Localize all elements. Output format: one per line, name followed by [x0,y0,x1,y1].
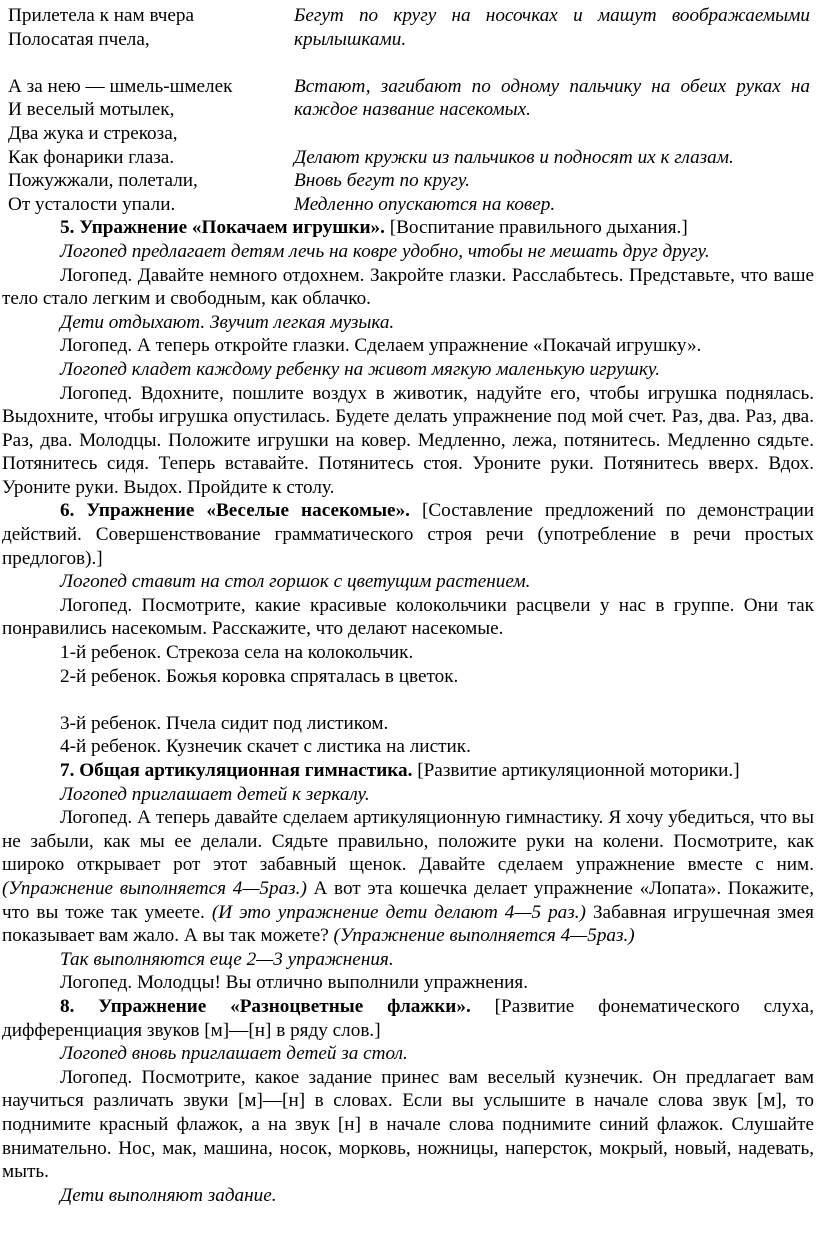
poem-table [2,4,814,51]
poem-table [2,75,814,146]
poem-action: Встают, загибают по одному пальчику на обеих руках на каждое название насекомых. [294,75,810,121]
paragraph: Дети выполняют задание. [60,1184,277,1206]
paragraph: Логопед вновь приглашает детей за стол. [60,1043,408,1065]
paragraph: Логопед. А теперь давайте сделаем артикуляционную гимнастику. Я хочу убедиться, что вы не забыли, как мы ее делали. Сядьте правильно, положите руки на колени. Посмотрите, как широко открывает рот этот забавный щенок. Давайте сделаем упражнение вместе с ним. (Упражнение выполняется 4—5раз.) А вот эта кошечка делает упражнение «Лопата». Покажите, что вы тоже так умеете. (И это упражнение дети делают 4—5 раз.) Забавная игрушечная змея показывает вам жало. А вы так можете? (Упражнение выполняется 4—5раз.) [2,807,814,947]
paragraph: Логопед ставит на стол горшок с цветущим растением. [60,571,531,593]
exercise-8-heading: 8. Упражнение «Разноцветные флажки». [Развитие фонематического слуха, дифференциация звуков [м]—[н] в ряду слов.] [2,995,814,1041]
document-page: Прилетела к нам вчера Полосатая пчела, Бегут по кругу на носочках и машут воображаемыми крылышками. А за нею — шмель-шмелек И веселый мотылек, Два жука и стрекоза, Встают, загибают по одному пальчику на обеих руках на каждое название насекомых. Как фонарики глаза. Делают кружки из пальчиков и подносят их к глазам. Пожужжали, полетали, Вновь бегут по кругу. От усталости упали. Медленно опускаются на ковер. 5. Упражнение «Покачаем игрушки». [Воспитание правильного дыхания.] Логопед предлагает детям лечь на ковре удобно, чтобы не мешать друг другу. Логопед. Давайте немного отдохнем. Закройте глазки. Расслабьтесь. Представьте, что ваше тело стало легким и свободным, как облачко. Дети отдыхают. Звучит легкая музыка. Логопед. А теперь откройте глазки. Сделаем упражнение «Покачай игрушку». Логопед кладет каждому ребенку на живот мягкую маленькую игрушку. Логопед. Вдохните, пошлите воздух в животик, надуйте его, чтобы игрушка поднялась. Выдохните, чтобы игрушка опустилась. Будете делать упражнение под мой счет. Раз, два. Раз, два. Раз, два. Молодцы. Положите игрушки на ковер. Медленно, лежа, потянитесь. Медленно сядьте. Потянитесь сидя. Теперь вставайте. Потянитесь стоя. Уроните руки. Потянитесь вверх. Вдох. Уроните руки. Выдох. Пройдите к столу. 6. Упражнение «Веселые насекомые». [Составление предложений по демонстрации действий. Совершенствование грамматического строя речи (употребление в речи простых предлогов).] Логопед ставит на стол горшок с цветущим растением. Логопед. Посмотрите, какие красивые колокольчики расцвели у нас в группе. Они так понравились насекомым. Расскажите, что делают насекомые. 1-й ребенок. Стрекоза села на колокольчик. 2-й ребенок. Божья коровка спряталась в цветок. 3-й ребенок. Пчела сидит под листиком. 4-й ребенок. Кузнечик скачет с листика на листик. 7. Общая артикуляционная гимнастика. [Развитие артикуляционной моторики.] Логопед приглашает детей к зеркалу. Логопед. А теперь давайте сделаем артикуляционную гимнастику. Я хочу убедиться, что вы не забыли, как мы ее делали. Сядьте правильно, положите руки на колени. Посмотрите, как широко открывает рот этот забавный щенок. Давайте сделаем упражнение вместе с ним. (Упражнение выполняется 4—5раз.) А вот эта кошечка делает упражнение «Лопата». Покажите, что вы тоже так умеете. (И это упражнение дети делают 4—5 раз.) Забавная игрушечная змея показывает вам жало. А вы так можете? (Упражнение выполняется 4—5раз.) Так выполняются еще 2—3 упражнения. Логопед. Молодцы! Вы отлично выполнили упражнения. 8. Упражнение «Разноцветные флажки». [Развитие фонематического слуха, дифференциация звуков [м]—[н] в ряду слов.] Логопед вновь приглашает детей за стол. Логопед. Посмотрите, какое задание принес вам веселый кузнечик. Он предлагает вам научиться различать звуки [м]—[н] в словах. Если вы услышите в начале слова звук [м], то поднимите красный флажок, а на звук [н] в начале слова поднимите синий флажок. Слушайте внимательно. Нос, мак, машина, носок, морковь, ножницы, наперсток, мокрый, новый, надевать, мыть. Дети выполняют задание. [2,5,815,1206]
paragraph: Логопед приглашает детей к зеркалу. [60,783,370,805]
paragraph: Так выполняются еще 2—3 упражнения. [60,948,394,970]
paragraph: Логопед. Молодцы! Вы отлично выполнили упражнения. [60,972,529,994]
paragraph: 1-й ребенок. Стрекоза села на колокольчик. [60,642,414,664]
paragraph: Логопед предлагает детям лечь на ковре удобно, чтобы не мешать друг другу. [60,240,710,262]
paragraph: 2-й ребенок. Божья коровка спряталась в цветок. [60,665,459,687]
exercise-7-heading: 7. Общая артикуляционная гимнастика. [Развитие артикуляционной моторики.] [60,760,740,781]
paragraph: Логопед. Вдохните, пошлите воздух в животик, надуйте его, чтобы игрушка поднялась. Выдохните, чтобы игрушка опустилась. Будете делать упражнение под мой счет. Раз, два. Раз, два. Раз, два. Молодцы. Положите игрушки на ковер. Медленно, лежа, потянитесь. Медленно сядьте. Потянитесь сидя. Теперь вставайте. Потянитесь стоя. Уроните руки. Потянитесь вверх. Вдох. Уроните руки. Выдох. Пройдите к столу. [2,382,814,498]
paragraph: Логопед. Посмотрите, какие красивые колокольчики расцвели у нас в группе. Они так понравились насекомым. Расскажите, что делают насекомые. [2,594,814,640]
exercise-6-heading: 6. Упражнение «Веселые насекомые». [Составление предложений по демонстрации действий. Совершенствование грамматического строя речи (употребление в речи простых предлогов).] [2,500,815,569]
paragraph: Логопед. Давайте немного отдохнем. Закройте глазки. Расслабьтесь. Представьте, что ваше тело стало легким и свободным, как облачко. [2,264,814,310]
paragraph: Логопед. А теперь откройте глазки. Сделаем упражнение «Покачай игрушку». [60,335,702,357]
poem-lines: А за нею — шмель-шмелек И веселый мотылек, Два жука и стрекоза, [8,75,233,144]
paragraph: Дети отдыхают. Звучит легкая музыка. [60,311,395,333]
poem-lines: Прилетела к нам вчера Полосатая пчела, [8,5,195,50]
paragraph: Логопед кладет каждому ребенку на живот мягкую маленькую игрушку. [60,358,661,380]
paragraph: 3-й ребенок. Пчела сидит под листиком. [60,712,389,734]
paragraph: 4-й ребенок. Кузнечик скачет с листика на листик. [60,736,471,758]
exercise-5-heading: 5. Упражнение «Покачаем игрушки». [Воспитание правильного дыхания.] [60,217,688,239]
paragraph: Логопед. Посмотрите, какое задание принес вам веселый кузнечик. Он предлагает вам научиться различать звуки [м]—[н] в словах. Если вы услышите в начале слова звук [м], то поднимите красный флажок, а на звук [н] в начале слова поднимите синий флажок. Слушайте внимательно. Нос, мак, машина, носок, морковь, ножницы, наперсток, мокрый, новый, надевать, мыть. [2,1066,814,1183]
poem-action: Бегут по кругу на носочках и машут воображаемыми крылышками. [294,5,810,50]
